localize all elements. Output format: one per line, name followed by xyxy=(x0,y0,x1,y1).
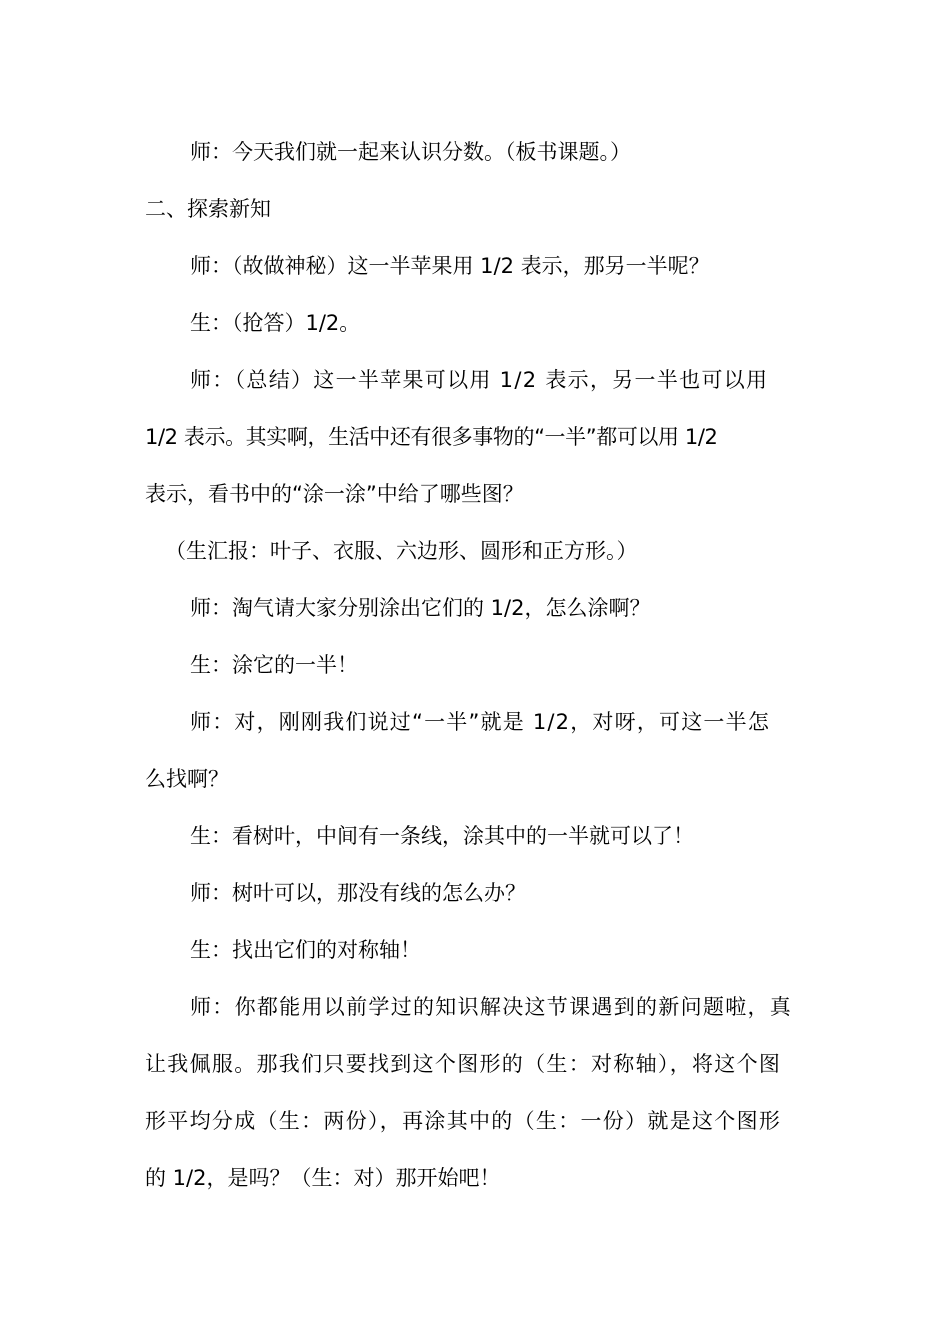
line-text: 生：看树叶，中间有一条线，涂其中的一半就可以了！ xyxy=(190,824,694,848)
paragraph-line xyxy=(190,251,950,281)
paragraph-line xyxy=(190,137,950,167)
section-heading xyxy=(145,194,950,224)
line-text: 生：（抢答）1/2。 xyxy=(190,311,361,335)
paragraph-line xyxy=(190,707,950,737)
line-text: 的 1/2，是吗？（生：对）那开始吧！ xyxy=(145,1166,501,1190)
line-text: 1/2 表示。其实啊，生活中还有很多事物的“一半”都可以用 1/2 xyxy=(145,425,718,449)
paragraph-line xyxy=(145,1049,950,1079)
paragraph-line xyxy=(190,650,950,680)
paragraph-line xyxy=(145,422,950,452)
paragraph-line xyxy=(145,1106,950,1136)
line-text: 师：（总结）这一半苹果可以用 1/2 表示，另一半也可以用 xyxy=(190,368,769,392)
paragraph-line xyxy=(190,365,950,395)
line-text: 让我佩服。那我们只要找到这个图形的（生：对称轴），将这个图 xyxy=(145,1052,782,1076)
paragraph-line xyxy=(145,1163,950,1193)
line-text: 师：今天我们就一起来认识分数。（板书课题。） xyxy=(190,140,631,164)
line-text: 么找啊？ xyxy=(145,767,229,791)
line-text: 形平均分成（生：两份），再涂其中的（生：一份）就是这个图形 xyxy=(145,1109,782,1133)
line-text: 师：你都能用以前学过的知识解决这节课遇到的新问题啦，真 xyxy=(190,995,793,1019)
line-text: 师：对，刚刚我们说过“一半”就是 1/2，对呀，可这一半怎 xyxy=(190,710,771,734)
paragraph-line xyxy=(190,878,950,908)
paragraph-line xyxy=(190,593,950,623)
line-text: 生：涂它的一半！ xyxy=(190,653,358,677)
paragraph-line xyxy=(190,992,950,1022)
line-text: 二、探索新知 xyxy=(145,197,271,221)
line-text: 师：淘气请大家分别涂出它们的 1/2，怎么涂啊？ xyxy=(190,596,651,620)
line-text: 师：树叶可以，那没有线的怎么办？ xyxy=(190,881,526,905)
paragraph-line xyxy=(145,479,950,509)
line-text: 师：（故做神秘）这一半苹果用 1/2 表示，那另一半呢？ xyxy=(190,254,710,278)
paragraph-line xyxy=(190,935,950,965)
paragraph-line xyxy=(165,536,950,566)
line-text: 生：找出它们的对称轴！ xyxy=(190,938,421,962)
paragraph-line xyxy=(190,308,950,338)
line-text: （生汇报：叶子、衣服、六边形、圆形和正方形。） xyxy=(165,539,638,563)
paragraph-line xyxy=(190,821,950,851)
paragraph-line xyxy=(145,764,950,794)
line-text: 表示，看书中的“涂一涂”中给了哪些图？ xyxy=(145,482,524,506)
